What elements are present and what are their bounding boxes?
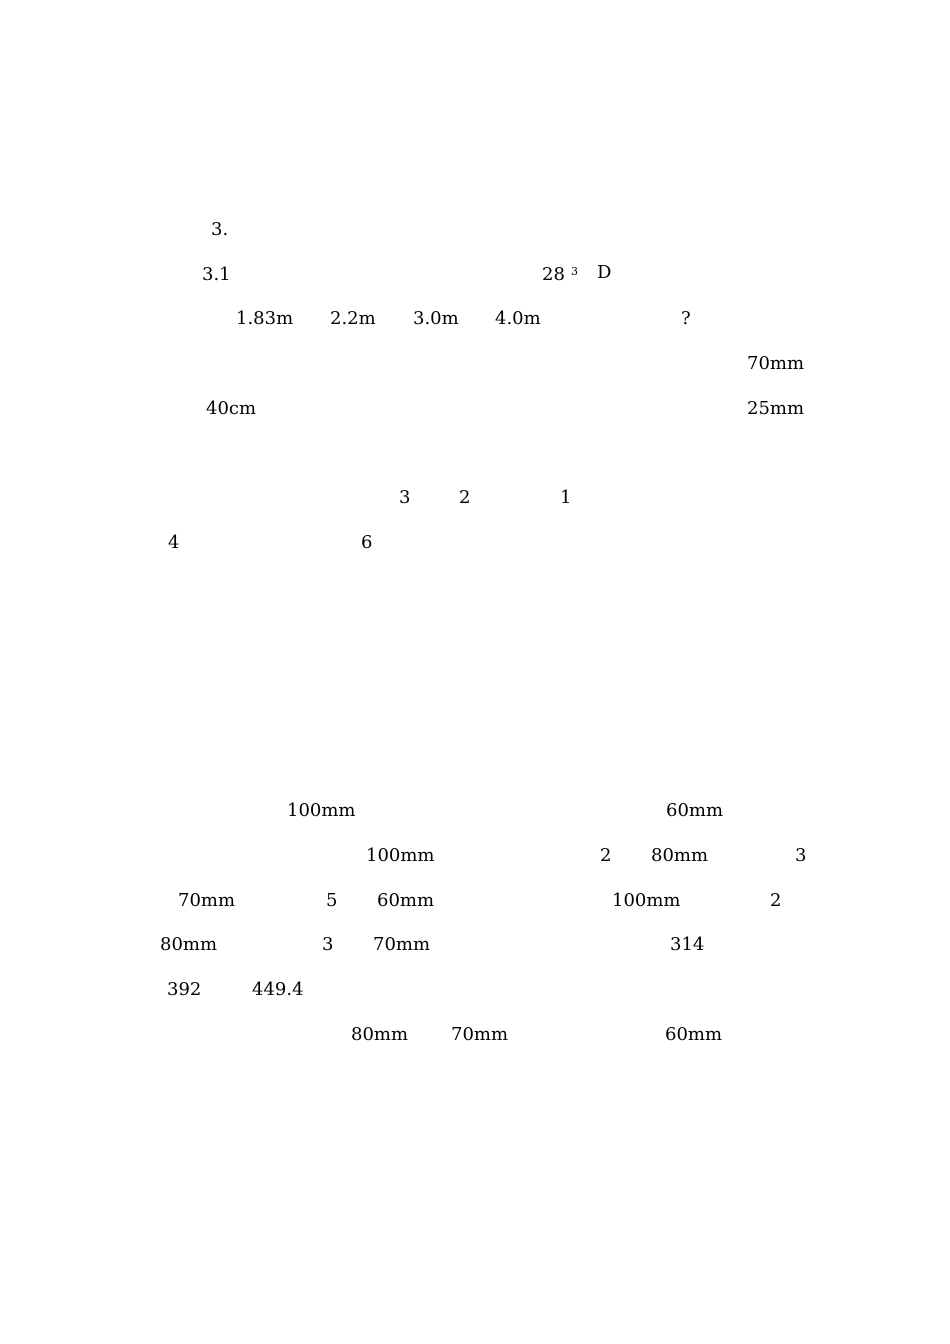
para2-row3-item3: 60mm [377, 890, 435, 911]
para2-row3-item2: 5 [326, 890, 338, 911]
para2-row3-item1: 70mm [178, 890, 236, 911]
para2-row2-item1: 100mm [366, 845, 435, 866]
para2-row6-item2: 70mm [451, 1024, 509, 1045]
line2-question-mark: ? [681, 308, 691, 329]
line4-right: 25mm [747, 398, 805, 419]
line6-b: 6 [361, 532, 373, 553]
line2-value-1: 1.83m [236, 308, 294, 329]
para2-row2-item4: 3 [795, 845, 807, 866]
line5-a: 3 [399, 487, 411, 508]
para2-row2-item2: 2 [600, 845, 612, 866]
line3-value: 70mm [747, 353, 805, 374]
line5-c: 1 [560, 487, 572, 508]
line1-letter: D [597, 262, 612, 283]
section-heading: 3. [211, 219, 229, 240]
sub-heading: 3.1 [202, 264, 231, 285]
line1-superscript: 3 [571, 265, 578, 278]
para2-row1-item1: 100mm [287, 800, 356, 821]
line1-value: 28 [542, 264, 565, 285]
para2-row5-item2: 449.4 [252, 979, 304, 1000]
line5-b: 2 [459, 487, 471, 508]
para2-row4-item4: 314 [670, 934, 705, 955]
line2-value-3: 3.0m [413, 308, 459, 329]
para2-row3-item4: 100mm [612, 890, 681, 911]
para2-row3-item5: 2 [770, 890, 782, 911]
para2-row5-item1: 392 [167, 979, 202, 1000]
line4-left: 40cm [206, 398, 257, 419]
para2-row6-item3: 60mm [665, 1024, 723, 1045]
para2-row2-item3: 80mm [651, 845, 709, 866]
line2-value-4: 4.0m [495, 308, 541, 329]
para2-row1-item2: 60mm [666, 800, 724, 821]
para2-row6-item1: 80mm [351, 1024, 409, 1045]
line2-value-2: 2.2m [330, 308, 376, 329]
para2-row4-item2: 3 [322, 934, 334, 955]
line6-a: 4 [168, 532, 180, 553]
para2-row4-item1: 80mm [160, 934, 218, 955]
para2-row4-item3: 70mm [373, 934, 431, 955]
